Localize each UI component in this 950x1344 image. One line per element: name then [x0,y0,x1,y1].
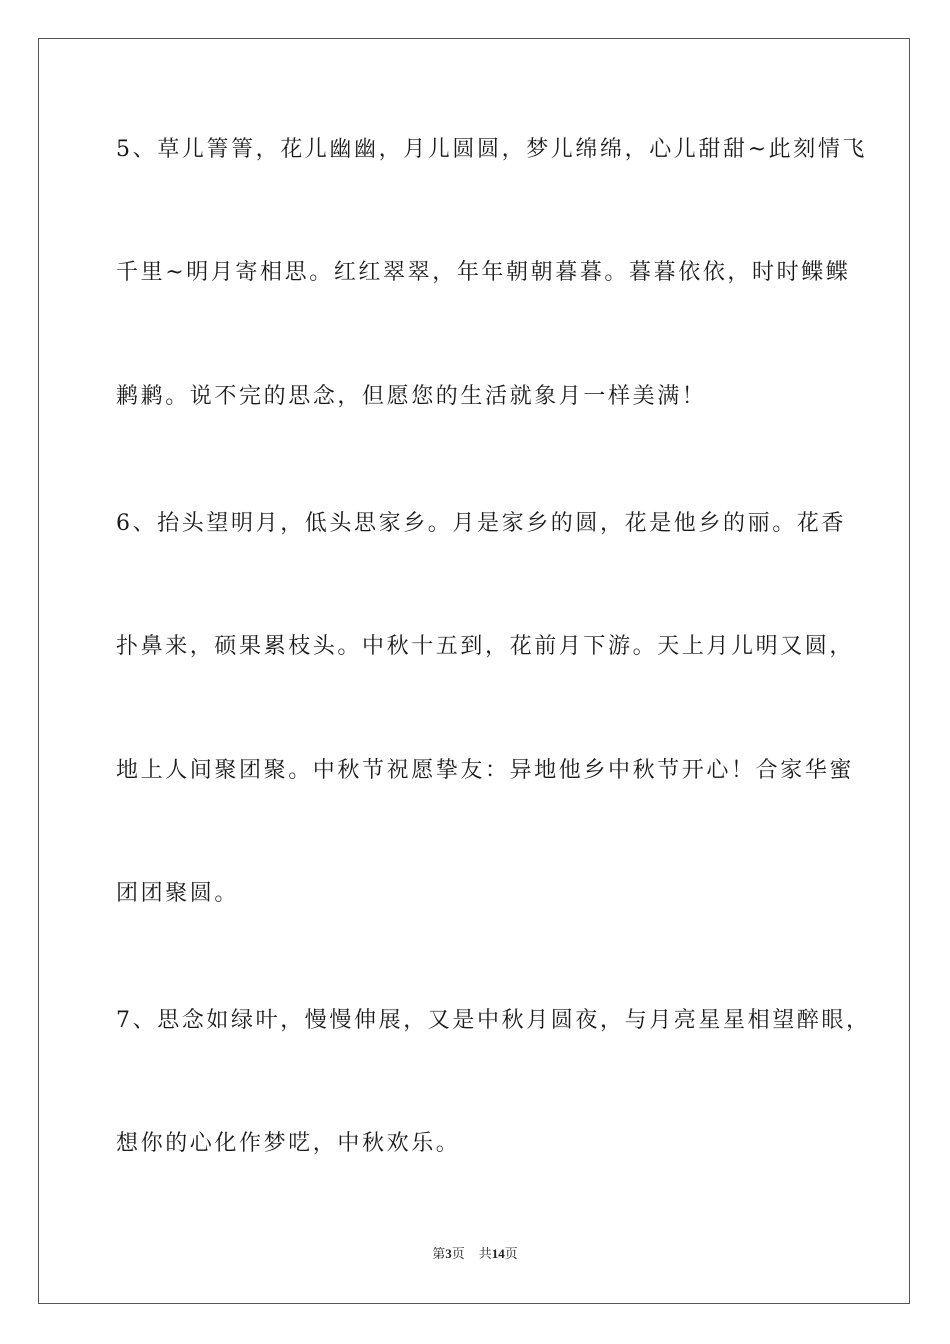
total-prefix: 共 [478,1247,492,1262]
text-line-6: 地上人间聚团聚。中秋节祝愿挚友：异地他乡中秋节开心！合家华蜜 [116,758,855,783]
page-suffix: 页 [451,1247,465,1262]
text-line-4: 6、抬头望明月，低头思家乡。月是家乡的圆，花是他乡的丽。花香 [116,511,846,536]
text-line-3: 鹣鹣。说不完的思念，但愿您的生活就象月一样美满！ [116,384,707,409]
total-suffix: 页 [504,1247,518,1262]
page-border [38,38,910,1304]
text-line-9: 想你的心化作梦呓，中秋欢乐。 [116,1131,461,1156]
text-line-7: 团团聚圆。 [116,881,240,906]
total-pages: 14 [491,1246,505,1261]
text-line-2: 千里~明月寄相思。红红翠翠，年年朝朝暮暮。暮暮依依，时时鲽鲽 [116,260,851,285]
text-line-5: 扑鼻来，硕果累枝头。中秋十五到，花前月下游。天上月儿明又圆， [116,634,855,659]
text-line-1: 5、草儿箐箐，花儿幽幽，月儿圆圆，梦儿绵绵，心儿甜甜~此刻情飞 [116,137,868,162]
text-line-8: 7、思念如绿叶，慢慢伸展，又是中秋月圆夜，与月亮星星相望醉眼， [116,1008,871,1033]
page-prefix: 第 [432,1247,446,1262]
page-footer [0,1245,950,1264]
page-number: 3 [445,1246,452,1261]
